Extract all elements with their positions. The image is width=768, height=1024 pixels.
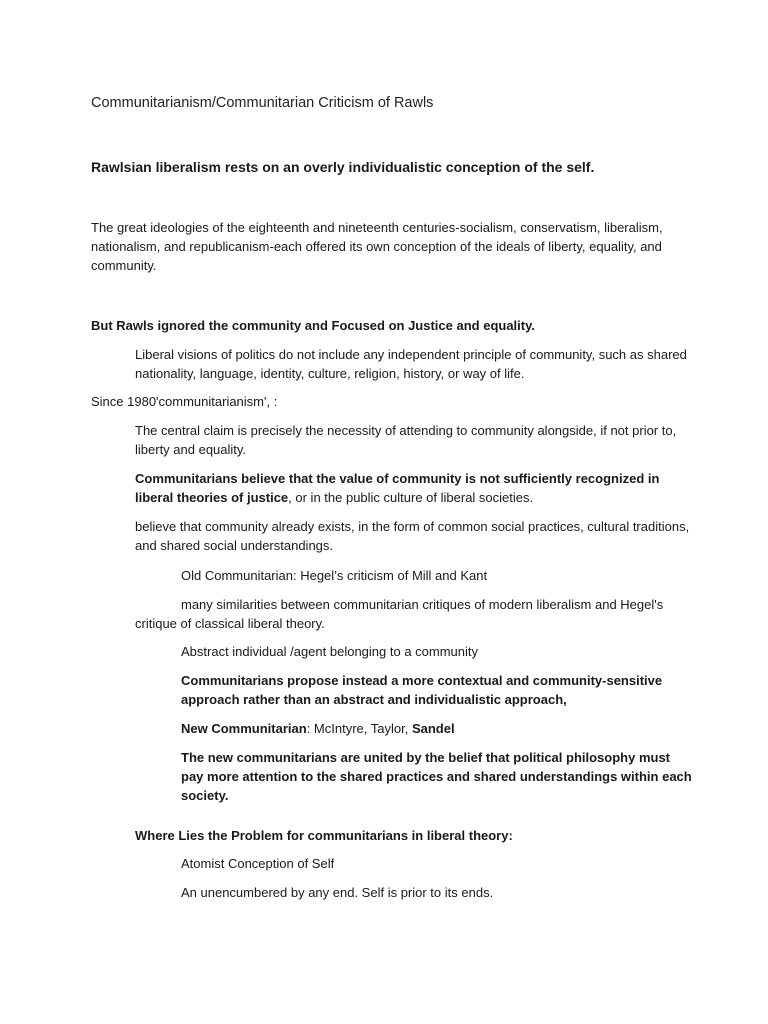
similarities-paragraph: many similarities between communitarian critiques of modern liberalism and Hegel's critique of classical liberal theory. xyxy=(135,597,664,631)
new-communitarian-names: : McIntyre, Taylor, xyxy=(306,721,412,736)
where-lies-heading: Where Lies the Problem for communitarians in liberal theory: xyxy=(135,828,513,843)
communitarians-believe-bold: Communitarians believe that the value of community is not sufficiently recognized in liberal theories of justice xyxy=(135,471,660,505)
new-communitarian-line xyxy=(181,719,696,738)
liberal-visions-paragraph: Liberal visions of politics do not include any independent principle of community, such as shared nationality, language, identity, culture, religion, history, or way of life. xyxy=(135,347,687,381)
rawls-ignored-heading: But Rawls ignored the community and Focused on Justice and equality. xyxy=(91,318,535,333)
intro-paragraph: The great ideologies of the eighteenth and nineteenth centuries-socialism, conservatism, liberalism, nationalism, and republicanism-each offered its own conception of the ideals of liberty, equality, and community. xyxy=(91,220,663,273)
communitarians-believe-paragraph xyxy=(135,469,695,507)
document-title: Communitarianism/Communitarian Criticism of Rawls xyxy=(91,95,434,111)
old-communitarian-line: Old Communitarian: Hegel’s criticism of Mill and Kant xyxy=(181,568,488,583)
communitarians-propose-paragraph: Communitarians propose instead a more contextual and community-sensitive approach rather than an abstract and individualistic approach, xyxy=(181,673,663,707)
new-communitarian-sandel: Sandel xyxy=(411,721,455,736)
unencumbered-line: An unencumbered by any end. Self is prior to its ends. xyxy=(181,885,494,900)
abstract-individual-line: Abstract individual /agent belonging to a community xyxy=(181,644,479,659)
atomist-conception-line: Atomist Conception of Self xyxy=(181,856,335,871)
since-1980-line: Since 1980'communitarianism', : xyxy=(91,394,278,409)
community-exists-paragraph: believe that community already exists, in the form of common social practices, cultural traditions, and shared social understandings. xyxy=(135,519,690,553)
new-communitarians-united-paragraph: The new communitarians are united by the belief that political philosophy must pay more attention to the shared practices and shared understandings within each society. xyxy=(181,750,692,803)
new-communitarian-label: New Communitarian xyxy=(181,721,307,736)
communitarians-believe-rest: , or in the public culture of liberal societies. xyxy=(288,490,534,505)
central-claim-paragraph: The central claim is precisely the necessity of attending to community alongside, if not prior to, liberty and equality. xyxy=(135,423,677,457)
main-heading: Rawlsian liberalism rests on an overly individualistic conception of the self. xyxy=(91,159,595,175)
